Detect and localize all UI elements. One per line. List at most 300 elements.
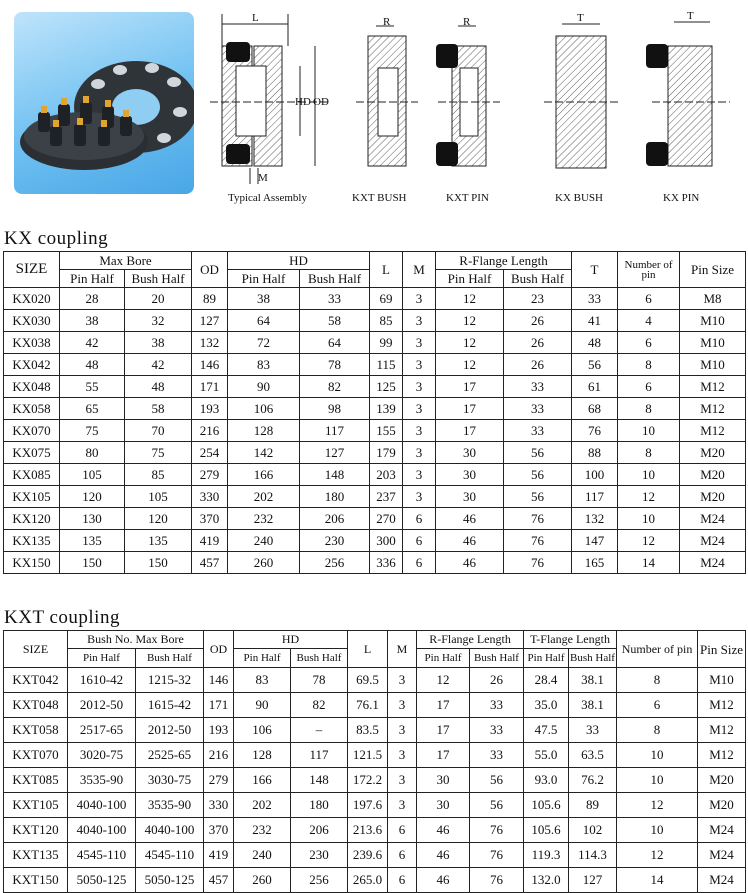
table-cell: KXT048 xyxy=(4,693,68,718)
table-cell: 3535-90 xyxy=(136,793,204,818)
table-cell: 117 xyxy=(300,420,370,442)
table-cell: 17 xyxy=(417,718,470,743)
table-cell: 206 xyxy=(291,818,348,843)
kx-table-body xyxy=(4,288,746,574)
table-cell: 33 xyxy=(504,420,572,442)
table-cell: KXT070 xyxy=(4,743,68,768)
table-cell: 148 xyxy=(300,464,370,486)
table-cell: 76 xyxy=(470,843,524,868)
table-cell: 12 xyxy=(436,310,504,332)
table-cell: 10 xyxy=(617,818,698,843)
table-cell: 85 xyxy=(125,464,192,486)
table-cell: 35.0 xyxy=(524,693,569,718)
table-cell: 132.0 xyxy=(524,868,569,893)
table-cell: 105.6 xyxy=(524,793,569,818)
table-cell: 146 xyxy=(192,354,228,376)
table-cell: 99 xyxy=(370,332,403,354)
table-cell: 89 xyxy=(192,288,228,310)
table-cell: KXT058 xyxy=(4,718,68,743)
table-cell: KX030 xyxy=(4,310,60,332)
table-cell: 128 xyxy=(228,420,300,442)
table-cell: 2012-50 xyxy=(136,718,204,743)
table-cell: 76 xyxy=(504,530,572,552)
table-cell: 12 xyxy=(417,668,470,693)
table-cell: 203 xyxy=(370,464,403,486)
table-cell: 76 xyxy=(470,818,524,843)
table-cell: 10 xyxy=(617,768,698,793)
table-cell: 370 xyxy=(192,508,228,530)
table-cell: 3 xyxy=(388,668,417,693)
kxt-header-r-bush-half: Bush Half xyxy=(470,649,524,668)
table-cell: 3020-75 xyxy=(68,743,136,768)
table-cell: 330 xyxy=(204,793,234,818)
table-cell: 90 xyxy=(234,693,291,718)
table-cell: 6 xyxy=(388,818,417,843)
table-cell: 48 xyxy=(125,376,192,398)
table-cell: 48 xyxy=(60,354,125,376)
table-cell: 38.1 xyxy=(569,693,617,718)
table-cell: 76 xyxy=(504,552,572,574)
table-cell: 28 xyxy=(60,288,125,310)
table-cell: M24 xyxy=(680,552,746,574)
table-cell: 12 xyxy=(617,793,698,818)
table-row xyxy=(4,793,746,818)
table-cell: 3 xyxy=(403,486,436,508)
table-cell: 14 xyxy=(617,868,698,893)
table-cell: 23 xyxy=(504,288,572,310)
table-cell: 132 xyxy=(572,508,618,530)
table-cell: 75 xyxy=(60,420,125,442)
table-cell: 48 xyxy=(572,332,618,354)
table-cell: 98 xyxy=(300,398,370,420)
kxt-header-hd-pin-half: Pin Half xyxy=(234,649,291,668)
table-cell: 30 xyxy=(436,464,504,486)
table-cell: 3 xyxy=(403,288,436,310)
table-cell: KX048 xyxy=(4,376,60,398)
table-cell: 180 xyxy=(291,793,348,818)
table-cell: 4040-100 xyxy=(68,793,136,818)
table-cell: 10 xyxy=(618,464,680,486)
table-cell: 106 xyxy=(234,718,291,743)
table-cell: 6 xyxy=(618,332,680,354)
caption-kx-pin: KX PIN xyxy=(663,192,700,204)
table-cell: 1615-42 xyxy=(136,693,204,718)
table-cell: 105 xyxy=(125,486,192,508)
label-hd: HD xyxy=(295,96,311,108)
table-cell: KX070 xyxy=(4,420,60,442)
table-cell: 12 xyxy=(618,486,680,508)
table-cell: 155 xyxy=(370,420,403,442)
label-l: L xyxy=(252,12,259,24)
table-cell: M10 xyxy=(680,310,746,332)
table-cell: M12 xyxy=(698,743,746,768)
table-cell: 166 xyxy=(234,768,291,793)
table-row xyxy=(4,398,746,420)
table-cell: 75 xyxy=(125,442,192,464)
table-cell: 279 xyxy=(192,464,228,486)
kxt-table-body xyxy=(4,668,746,893)
technical-drawings xyxy=(200,6,746,210)
table-cell: 33 xyxy=(504,398,572,420)
label-r-bush: R xyxy=(383,16,391,28)
table-cell: 100 xyxy=(572,464,618,486)
kxt-header-bush-pin-half: Pin Half xyxy=(68,649,136,668)
table-cell: 6 xyxy=(618,376,680,398)
table-cell: 33 xyxy=(569,718,617,743)
table-cell: 47.5 xyxy=(524,718,569,743)
table-cell: 56 xyxy=(504,486,572,508)
table-cell: 119.3 xyxy=(524,843,569,868)
table-cell: 193 xyxy=(204,718,234,743)
table-cell: 128 xyxy=(234,743,291,768)
kx-header-t: T xyxy=(572,252,618,288)
table-row xyxy=(4,768,746,793)
table-cell: 41 xyxy=(572,310,618,332)
table-cell: 17 xyxy=(417,693,470,718)
table-cell: M20 xyxy=(680,442,746,464)
table-cell: 3 xyxy=(403,310,436,332)
table-cell: 240 xyxy=(234,843,291,868)
kx-header-l: L xyxy=(370,252,403,288)
table-cell: 216 xyxy=(204,743,234,768)
label-r-pin: R xyxy=(463,16,471,28)
label-od: OD xyxy=(313,96,329,108)
table-cell: 132 xyxy=(192,332,228,354)
table-cell: 12 xyxy=(618,530,680,552)
table-cell: KX020 xyxy=(4,288,60,310)
table-cell: 42 xyxy=(60,332,125,354)
table-row xyxy=(4,668,746,693)
table-cell: M20 xyxy=(698,768,746,793)
table-cell: 3 xyxy=(403,398,436,420)
kx-header-size: SIZE xyxy=(4,252,60,288)
table-cell: 150 xyxy=(60,552,125,574)
table-cell: 3 xyxy=(388,768,417,793)
table-cell: 17 xyxy=(417,743,470,768)
table-cell: 33 xyxy=(300,288,370,310)
table-cell: KXT042 xyxy=(4,668,68,693)
table-cell: 127 xyxy=(300,442,370,464)
kx-header-r-bush-half: Bush Half xyxy=(504,270,572,288)
table-cell: 237 xyxy=(370,486,403,508)
kx-header-r-flange: R-Flange Length xyxy=(436,252,572,270)
table-row xyxy=(4,354,746,376)
table-cell: 46 xyxy=(417,843,470,868)
table-cell: 78 xyxy=(291,668,348,693)
table-cell: 114.3 xyxy=(569,843,617,868)
table-cell: 3 xyxy=(403,464,436,486)
table-cell: 125 xyxy=(370,376,403,398)
table-cell: 12 xyxy=(436,354,504,376)
table-cell: 63.5 xyxy=(569,743,617,768)
table-cell: 102 xyxy=(569,818,617,843)
table-cell: 85 xyxy=(370,310,403,332)
table-cell: 69.5 xyxy=(348,668,388,693)
table-cell: 12 xyxy=(436,288,504,310)
table-cell: 3 xyxy=(388,718,417,743)
table-row xyxy=(4,486,746,508)
table-cell: 2012-50 xyxy=(68,693,136,718)
table-cell: 8 xyxy=(618,442,680,464)
table-cell: 78 xyxy=(300,354,370,376)
table-cell: 83.5 xyxy=(348,718,388,743)
table-cell: 8 xyxy=(617,718,698,743)
table-cell: 4040-100 xyxy=(136,818,204,843)
kx-header-hd-pin-half: Pin Half xyxy=(228,270,300,288)
table-cell: 120 xyxy=(125,508,192,530)
table-cell: 130 xyxy=(60,508,125,530)
table-cell: 150 xyxy=(125,552,192,574)
table-cell: 206 xyxy=(300,508,370,530)
table-cell: 17 xyxy=(436,376,504,398)
table-cell: M24 xyxy=(680,508,746,530)
table-cell: 46 xyxy=(436,508,504,530)
table-cell: 83 xyxy=(234,668,291,693)
table-cell: 10 xyxy=(618,508,680,530)
table-cell: 6 xyxy=(618,288,680,310)
table-cell: 180 xyxy=(300,486,370,508)
table-cell: 171 xyxy=(204,693,234,718)
table-cell: 127 xyxy=(569,868,617,893)
kx-header-pin-size: Pin Size xyxy=(680,252,746,288)
table-cell: M8 xyxy=(680,288,746,310)
table-cell: 197.6 xyxy=(348,793,388,818)
kxt-header-r-flange: R-Flange Length xyxy=(417,631,524,649)
table-cell: 46 xyxy=(417,868,470,893)
table-cell: 26 xyxy=(504,332,572,354)
table-cell: 3 xyxy=(403,332,436,354)
table-cell: 56 xyxy=(504,442,572,464)
table-cell: 32 xyxy=(125,310,192,332)
table-cell: 8 xyxy=(617,668,698,693)
table-cell: 4040-100 xyxy=(68,818,136,843)
table-cell: 2517-65 xyxy=(68,718,136,743)
table-cell: 370 xyxy=(204,818,234,843)
table-cell: 202 xyxy=(234,793,291,818)
kx-header-od: OD xyxy=(192,252,228,288)
table-cell: 216 xyxy=(192,420,228,442)
table-cell: 117 xyxy=(572,486,618,508)
table-cell: 256 xyxy=(291,868,348,893)
table-cell: 179 xyxy=(370,442,403,464)
table-cell: 8 xyxy=(618,398,680,420)
table-cell: 10 xyxy=(618,420,680,442)
table-cell: 17 xyxy=(436,420,504,442)
table-cell: 20 xyxy=(125,288,192,310)
table-cell: 135 xyxy=(60,530,125,552)
table-cell: 260 xyxy=(234,868,291,893)
table-cell: 46 xyxy=(436,530,504,552)
table-cell: 240 xyxy=(228,530,300,552)
table-cell: 330 xyxy=(192,486,228,508)
table-cell: 72 xyxy=(228,332,300,354)
kx-header-m: M xyxy=(403,252,436,288)
table-cell: 3 xyxy=(388,743,417,768)
caption-typical-assembly: Typical Assembly xyxy=(228,192,307,204)
table-cell: 10 xyxy=(617,743,698,768)
kxt-section-title: KXT coupling xyxy=(4,607,120,628)
product-photo xyxy=(14,12,194,194)
table-cell: 121.5 xyxy=(348,743,388,768)
table-cell: 300 xyxy=(370,530,403,552)
table-cell: 260 xyxy=(228,552,300,574)
table-cell: 33 xyxy=(470,718,524,743)
table-cell: M24 xyxy=(680,530,746,552)
table-cell: 147 xyxy=(572,530,618,552)
table-cell: 6 xyxy=(388,868,417,893)
caption-kxt-pin: KXT PIN xyxy=(446,192,489,204)
kxt-header-size: SIZE xyxy=(4,631,68,668)
label-m: M xyxy=(258,172,268,184)
table-cell: 2525-65 xyxy=(136,743,204,768)
table-cell: 3 xyxy=(403,354,436,376)
table-cell: 82 xyxy=(300,376,370,398)
kxt-header-bush-bush-half: Bush Half xyxy=(136,649,204,668)
table-cell: 457 xyxy=(204,868,234,893)
table-cell: 105.6 xyxy=(524,818,569,843)
table-cell: 55 xyxy=(60,376,125,398)
table-cell: 64 xyxy=(228,310,300,332)
table-cell: 56 xyxy=(572,354,618,376)
table-cell: M20 xyxy=(680,464,746,486)
table-cell: M20 xyxy=(680,486,746,508)
table-cell: 3 xyxy=(388,793,417,818)
table-cell: 3 xyxy=(403,442,436,464)
table-cell: 83 xyxy=(228,354,300,376)
table-cell: 256 xyxy=(300,552,370,574)
table-cell: 38 xyxy=(125,332,192,354)
kxt-header-t-bush-half: Bush Half xyxy=(569,649,617,668)
kxt-header-l: L xyxy=(348,631,388,668)
table-row xyxy=(4,818,746,843)
table-cell: M24 xyxy=(698,818,746,843)
table-cell: KX085 xyxy=(4,464,60,486)
table-cell: 68 xyxy=(572,398,618,420)
table-cell: 30 xyxy=(436,486,504,508)
table-cell: 56 xyxy=(504,464,572,486)
table-cell: 30 xyxy=(417,793,470,818)
table-cell: 76.2 xyxy=(569,768,617,793)
table-cell: 89 xyxy=(569,793,617,818)
coupling-illustration xyxy=(14,12,194,194)
kxt-header-number-of-pin: Number of pin xyxy=(617,631,698,668)
table-cell: 8 xyxy=(618,354,680,376)
table-cell: 172.2 xyxy=(348,768,388,793)
kx-header-hd-bush-half: Bush Half xyxy=(300,270,370,288)
table-cell: 1215-32 xyxy=(136,668,204,693)
caption-kxt-bush: KXT BUSH xyxy=(352,192,407,204)
table-cell: KX120 xyxy=(4,508,60,530)
table-cell: 254 xyxy=(192,442,228,464)
table-cell: 70 xyxy=(125,420,192,442)
table-cell: 42 xyxy=(125,354,192,376)
table-cell: 202 xyxy=(228,486,300,508)
table-cell: – xyxy=(291,718,348,743)
table-cell: 232 xyxy=(234,818,291,843)
table-row xyxy=(4,693,746,718)
table-cell: 120 xyxy=(60,486,125,508)
table-cell: 106 xyxy=(228,398,300,420)
table-cell: 46 xyxy=(417,818,470,843)
table-cell: M12 xyxy=(680,376,746,398)
table-cell: 270 xyxy=(370,508,403,530)
table-cell: 3535-90 xyxy=(68,768,136,793)
table-cell: 88 xyxy=(572,442,618,464)
table-cell: 56 xyxy=(470,793,524,818)
table-cell: M12 xyxy=(698,718,746,743)
table-row xyxy=(4,868,746,893)
table-cell: M24 xyxy=(698,843,746,868)
table-cell: 115 xyxy=(370,354,403,376)
table-cell: 33 xyxy=(504,376,572,398)
table-cell: M10 xyxy=(680,354,746,376)
kxt-header-bush-no: Bush No. Max Bore xyxy=(68,631,204,649)
table-cell: 76.1 xyxy=(348,693,388,718)
table-cell: 30 xyxy=(417,768,470,793)
table-cell: 3 xyxy=(403,376,436,398)
kxt-header-m: M xyxy=(388,631,417,668)
table-cell: KXT105 xyxy=(4,793,68,818)
table-cell: 56 xyxy=(470,768,524,793)
table-row xyxy=(4,843,746,868)
table-cell: 279 xyxy=(204,768,234,793)
table-cell: 135 xyxy=(125,530,192,552)
table-cell: 33 xyxy=(572,288,618,310)
table-cell: 93.0 xyxy=(524,768,569,793)
table-cell: 76 xyxy=(470,868,524,893)
table-cell: KX058 xyxy=(4,398,60,420)
table-cell: KXT150 xyxy=(4,868,68,893)
table-cell: 26 xyxy=(504,354,572,376)
table-cell: KX105 xyxy=(4,486,60,508)
table-cell: 38 xyxy=(228,288,300,310)
table-row xyxy=(4,464,746,486)
kxt-header-t-flange: T-Flange Length xyxy=(524,631,617,649)
table-cell: 165 xyxy=(572,552,618,574)
kx-header-r-pin-half: Pin Half xyxy=(436,270,504,288)
table-cell: 12 xyxy=(436,332,504,354)
table-row xyxy=(4,420,746,442)
table-cell: M24 xyxy=(698,868,746,893)
table-cell: 65 xyxy=(60,398,125,420)
table-cell: 3 xyxy=(388,693,417,718)
table-cell: KXT120 xyxy=(4,818,68,843)
table-cell: 76 xyxy=(572,420,618,442)
table-row xyxy=(4,310,746,332)
table-cell: 117 xyxy=(291,743,348,768)
label-t-bush: T xyxy=(577,12,584,24)
table-cell: 80 xyxy=(60,442,125,464)
table-cell: 46 xyxy=(436,552,504,574)
table-cell: 105 xyxy=(60,464,125,486)
kxt-header-pin-size: Pin Size xyxy=(698,631,746,668)
table-cell: M12 xyxy=(680,420,746,442)
kx-coupling-table xyxy=(3,251,746,574)
table-row xyxy=(4,376,746,398)
table-cell: 58 xyxy=(300,310,370,332)
kxt-header-t-pin-half: Pin Half xyxy=(524,649,569,668)
table-cell: 12 xyxy=(617,843,698,868)
table-cell: 38.1 xyxy=(569,668,617,693)
table-cell: 166 xyxy=(228,464,300,486)
table-cell: 64 xyxy=(300,332,370,354)
table-cell: KX075 xyxy=(4,442,60,464)
kxt-header-r-pin-half: Pin Half xyxy=(417,649,470,668)
table-cell: 28.4 xyxy=(524,668,569,693)
table-cell: 171 xyxy=(192,376,228,398)
kxt-header-od: OD xyxy=(204,631,234,668)
table-cell: 14 xyxy=(618,552,680,574)
